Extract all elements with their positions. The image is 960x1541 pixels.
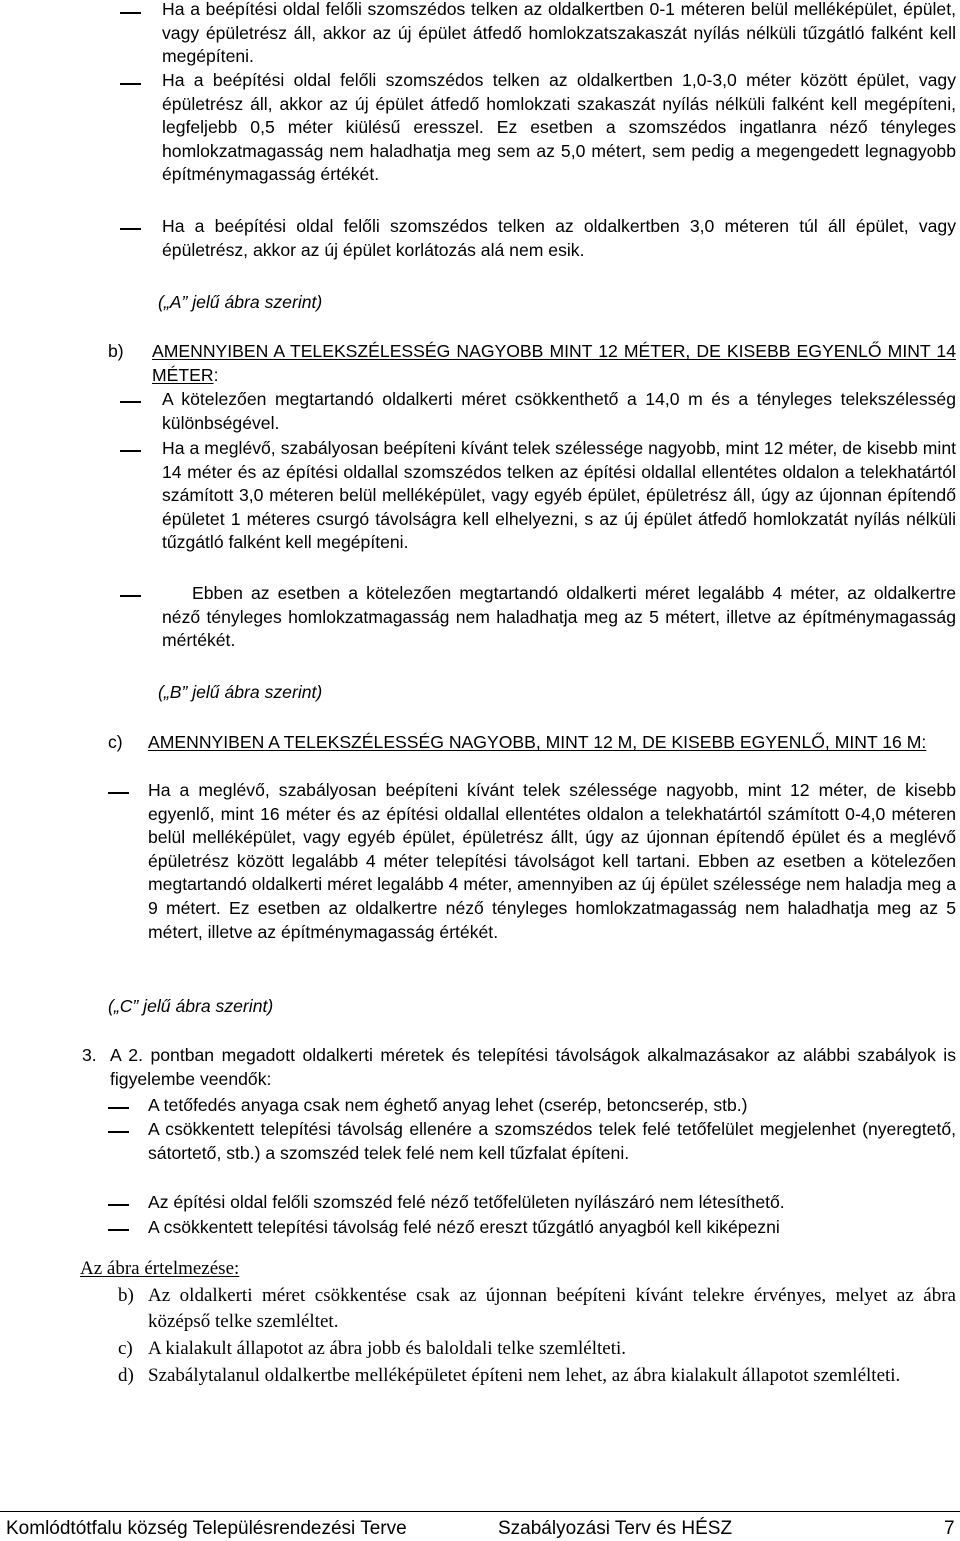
bullet-dash — [120, 595, 141, 597]
section-3-label: 3. — [82, 1045, 97, 1065]
bullet-dash — [120, 83, 141, 85]
page-number: 7 — [944, 1518, 955, 1539]
section-a-bullet-2: Ha a beépítési oldal felőli szomszédos telken az oldalkertben 1,0-3,0 méter között épület, vagy épületrész áll, akkor az új épület átfedő homlokzati szakaszát nyílás nélküli falként kell megépíteni, legfeljebb 0,5 méter kiülésű eresszel. Ez esetben a szomszédos ingatlanra néző tényleges homlokzatmagasság nem haladhatja meg sem az 5,0 métert, sem pedig a megengedett legnagyobb építménymagasság értékét. — [162, 70, 956, 185]
section-c-bullet-1: Ha a meglévő, szabályosan beépíteni kívánt telek szélessége nagyobb, mint 12 méter, de kisebb egyenlő, mint 16 méter és az építési oldallal ellentétes oldalon a telekhatártól számított 0-4,0 méteren belül melléképület, vagy egyéb épület, épületrész állt, úgy az újonnan építendő épület és a meglévő épületrész között legalább 4 méter telepítési távolságot kell tartani. Ebben az esetben a kötelezően megtartandó oldalkerti méret legalább 4 méter, amennyiben az új épület szélessége nem haladja meg a 9 métert. Ez esetben az oldalkertre néző tényleges homlokzatmagasság nem haladhatja meg az 5 métert, illetve az építménymagasság értékét. — [148, 780, 956, 942]
section-b-bullet-3: Ebben az esetben a kötelezően megtartandó oldalkerti méret legalább 4 méter, az oldalkertre néző tényleges homlokzatmagasság nem haladhatja meg az 5 métert, illetve az építménymagasság mértékét. — [162, 583, 956, 651]
bullet-dash — [108, 1131, 129, 1133]
section-c-heading: AMENNYIBEN A TELEKSZÉLESSÉG NAGYOBB, MINT 12 M, DE KISEBB EGYENLŐ, MINT 16 M: — [148, 732, 927, 752]
section-a-bullet-3: Ha a beépítési oldal felőli szomszédos telken az oldalkertben 3,0 méteren túl áll épület, vagy épületrész, akkor az új épület korlátozás alá nem esik. — [162, 216, 956, 260]
figure-ref-c: („C” jelű ábra szerint) — [108, 996, 274, 1016]
section-c-label: c) — [108, 732, 123, 752]
section-b-heading — [152, 340, 956, 387]
bullet-dash — [120, 401, 141, 403]
section-b-heading-text: AMENNYIBEN A TELEKSZÉLESSÉG NAGYOBB MINT 12 MÉTER, DE KISEBB EGYENLŐ MINT 14 MÉTER — [152, 341, 956, 385]
footer-rule — [0, 1511, 960, 1512]
section-b-bullet-1: A kötelezően megtartandó oldalkerti méret csökkenthető a 14,0 m és a tényleges telekszélesség különbségével. — [162, 389, 956, 433]
bullet-dash — [108, 792, 129, 794]
bullet-dash — [108, 1204, 129, 1206]
interpretation-item-c: A kialakult állapotot az ábra jobb és baloldali telke szemlélteti. — [148, 1338, 627, 1359]
bullet-dash — [120, 228, 141, 230]
interpretation-label-b: b) — [118, 1285, 134, 1306]
bullet-dash — [120, 450, 141, 452]
bullet-dash — [120, 12, 141, 14]
bullet-dash — [108, 1107, 129, 1109]
bullet-dash — [108, 1229, 129, 1231]
section-b-bullet-2: Ha a meglévő, szabályosan beépíteni kívánt telek szélessége nagyobb, mint 12 méter, de kisebb mint 14 méter és az építési oldallal szomszédos telken az építési oldallal ellentétes oldalon a telekhatártól számított 3,0 méteren belül melléképület, vagy egyéb épület, épületrész áll, úgy az újonnan építendő épületet 1 méteres csurgó távolságra kell elhelyezni, s az új épület átfedő homlokzatát nyílás nélküli tűzgátló falként kell megépíteni. — [162, 438, 956, 553]
section-3-bullet-3: Az építési oldal felőli szomszéd felé néző tetőfelületen nyílászáró nem létesíthető. — [148, 1192, 785, 1212]
section-a-bullet-1: Ha a beépítési oldal felőli szomszédos telken az oldalkertben 0-1 méteren belül melléképület, épület, vagy épületrész áll, akkor az új épület átfedő homlokzatszakaszát nyílás nélküli tűzgátló falként kell megépíteni. — [162, 0, 956, 67]
section-3-bullet-2: A csökkentett telepítési távolság ellenére a szomszédos telek felé tetőfelület megjelenhet (nyeregtető, sátortető, stb.) a szomszéd telek felé nem kell tűzfalat építeni. — [148, 1119, 956, 1163]
figure-ref-a: („A” jelű ábra szerint) — [158, 292, 323, 312]
figure-ref-b: („B” jelű ábra szerint) — [158, 682, 323, 702]
section-3-bullet-1: A tetőfedés anyaga csak nem éghető anyag lehet (cserép, betoncserép, stb.) — [148, 1095, 748, 1115]
section-3-intro: A 2. pontban megadott oldalkerti méretek és telepítési távolságok alkalmazásakor az alábbi szabályok is figyelembe veendők: — [110, 1045, 956, 1089]
interpretation-heading: Az ábra értelmezése: — [80, 1258, 240, 1279]
footer-subtitle: Szabályozási Terv és HÉSZ — [498, 1518, 733, 1539]
section-b-heading-colon: : — [213, 364, 219, 385]
footer-title: Komlódtótfalu község Településrendezési Terve — [6, 1518, 407, 1539]
section-b-label: b) — [108, 341, 124, 361]
interpretation-item-d: Szabálytalanul oldalkertbe melléképületet építeni nem lehet, az ábra kialakult állapotot szemlélteti. — [148, 1365, 901, 1386]
interpretation-label-d: d) — [118, 1365, 134, 1386]
interpretation-label-c: c) — [118, 1338, 133, 1359]
interpretation-item-b: Az oldalkerti méret csökkentése csak az újonnan beépíteni kívánt telekre érvényes, melyet az ábra középső telke szemléltet. — [148, 1285, 956, 1332]
section-3-bullet-4: A csökkentett telepítési távolság felé néző ereszt tűzgátló anyagból kell kiképezni — [148, 1217, 780, 1237]
